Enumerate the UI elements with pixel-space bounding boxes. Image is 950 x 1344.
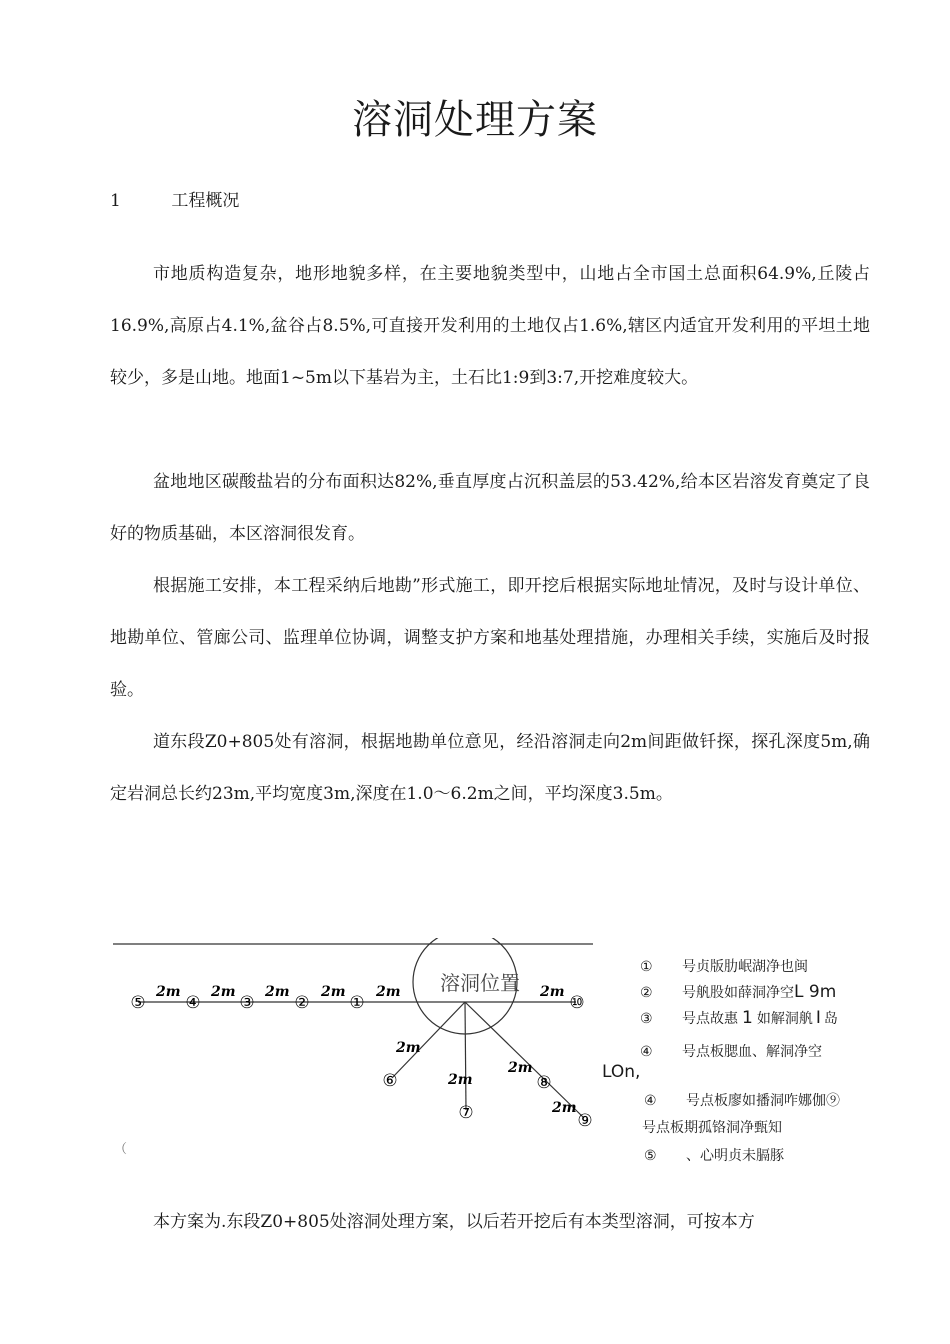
legend-mark: ① [640, 959, 653, 975]
probe-point-8: ⑧ [536, 1073, 552, 1093]
probe-point-1: ① [349, 993, 365, 1013]
probe-point-7: ⑦ [458, 1103, 474, 1123]
legend-mark: ② [640, 985, 653, 1001]
legend-mark: ④ [644, 1093, 657, 1109]
probe-point-5: ⑤ [130, 993, 146, 1013]
probe-point-4: ④ [185, 993, 201, 1013]
legend-row [642, 1117, 782, 1137]
section-number: 1 [110, 191, 121, 211]
probe-point-10: ⑩ [569, 993, 585, 1013]
legend-text: 如解洞舧 [756, 1011, 813, 1027]
legend-row [644, 1090, 840, 1110]
legend-mark: ④ [640, 1044, 653, 1060]
branch-line-7 [465, 1002, 466, 1110]
legend-text: 号点故惠 [682, 1011, 738, 1027]
spacing-label: 2m [540, 984, 565, 1000]
cave-probe-diagram [110, 938, 600, 1142]
legend-text: 号贞版肋岷湖净也闽 [682, 959, 808, 975]
legend-extra: L 9m [794, 982, 837, 1002]
stray-mark: （ [114, 1142, 128, 1157]
legend-mark: ⑤ [644, 1148, 657, 1164]
paragraph-4: 道东段Z0+805处有溶洞，根据地勘单位意见，经沿溶洞走向2m间距做钎探，探孔深度5m,确定岩洞总长约23m,平均宽度3m,深度在1.0〜6.2m之间，平均深度3.5m。 [110, 732, 870, 804]
diagram-svg [110, 938, 600, 1138]
legend-row [640, 1008, 838, 1028]
legend-text: 号点板腮血、解洞净空 [682, 1044, 822, 1060]
probe-point-9: ⑨ [577, 1111, 593, 1131]
legend-row [640, 956, 808, 976]
spacing-label: 2m [508, 1060, 533, 1076]
document-title: 溶洞处理方案 [352, 97, 598, 143]
spacing-label: 2m [321, 984, 346, 1000]
spacing-label: 2m [376, 984, 401, 1000]
paragraph-1: 市地质构造复杂，地形地貌多样，在主要地貌类型中，山地占全市国土总面积64.9%,丘陵占16.9%,高原占4.1%,盆谷占8.5%,可直接开发利用的土地仅占1.6%,辖区内适宜开发利用的平坦土地较少，多是山地。地面1~5m以下基岩为主，土石比1:9到3:7,开挖难度较大。 [110, 264, 870, 388]
legend-extra: 1 [742, 1008, 753, 1028]
spacing-label: 2m [396, 1040, 421, 1056]
probe-point-6: ⑥ [382, 1071, 398, 1091]
legend-text: 号点板期孤铬洞净甄知 [642, 1120, 782, 1136]
legend-text: 岛 [823, 1011, 838, 1027]
legend-text: 号点板廖如播洞咋娜伽⑨ [686, 1093, 840, 1109]
section-title: 工程概况 [171, 191, 240, 211]
legend-row [640, 982, 836, 1002]
legend-row [644, 1145, 784, 1165]
spacing-label: 2m [552, 1100, 577, 1116]
paragraph-2: 盆地地区碳酸盐岩的分布面积达82%,垂直厚度占沉积盖层的53.42%,给本区岩溶发育奠定了良好的物质基础，本区溶洞很发育。 [110, 472, 870, 544]
legend-text: 号舧股如薛洞净空 [682, 985, 794, 1001]
stray-note: LOn, [602, 1062, 641, 1082]
legend-extra: I [815, 1008, 821, 1028]
paragraph-5: 本方案为.东段Z0+805处溶洞处理方案，以后若开挖后有本类型溶洞，可按本方 [153, 1212, 755, 1232]
probe-point-2: ② [294, 993, 310, 1013]
spacing-label: 2m [156, 984, 181, 1000]
paragraph-3: 根据施工安排，本工程采纳后地勘”形式施工，即开挖后根据实际地址情况，及时与设计单位、地勘单位、管廊公司、监理单位协调，调整支护方案和地基处理措施，办理相关手续，实施后及时报验。 [110, 576, 870, 700]
legend-row [640, 1041, 822, 1061]
spacing-label: 2m [448, 1072, 473, 1088]
legend-mark: ③ [640, 1011, 653, 1027]
probe-point-3: ③ [239, 993, 255, 1013]
spacing-label: 2m [265, 984, 290, 1000]
spacing-label: 2m [211, 984, 236, 1000]
section-heading [110, 186, 239, 211]
legend-text: 、心明贞未膈豚 [686, 1148, 784, 1164]
cave-label: 溶洞位置 [440, 971, 520, 995]
